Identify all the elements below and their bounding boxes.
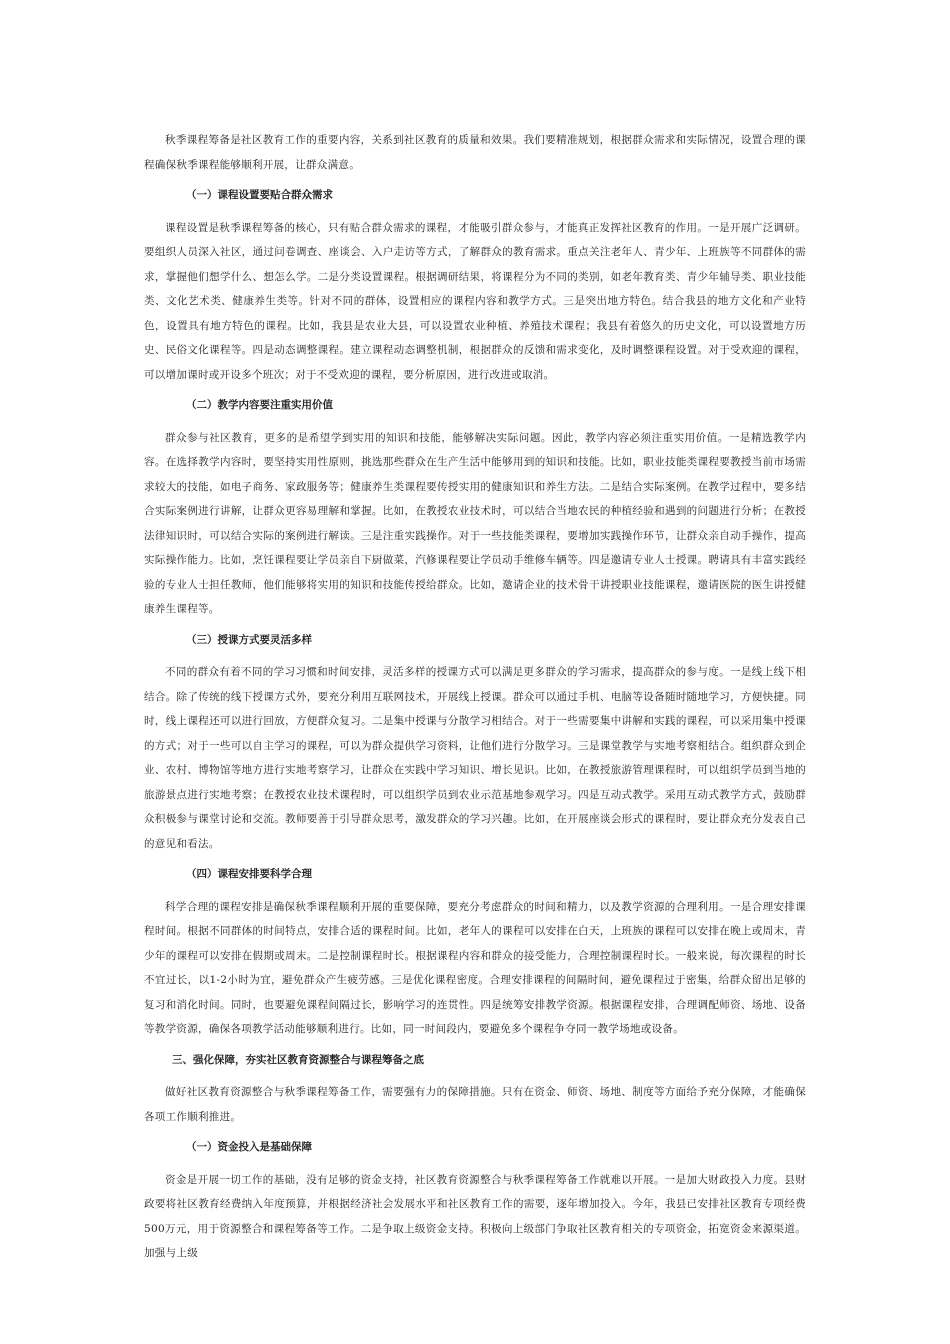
body-paragraph: 不同的群众有着不同的学习习惯和时间安排，灵活多样的授课方式可以满足更多群众的学习需求，提高群众的参与度。一是线上线下相结合。除了传统的线下授课方式外，要充分利用互联网技术，开展线上授课。群众可以通过手机、电脑等设备随时随地学习，方便快捷。同时，线上课程还可以进行回放，方便群众复习。二是集中授课与分散学习相结合。对于一些需要集中讲解和实践的课程，可以采用集中授课的方式；对于一些可以自主学习的课程，可以为群众提供学习资料，让他们进行分散学习。三是课堂教学与实地考察相结合。组织群众到企业、农村、博物馆等地方进行实地考察学习，让群众在实践中学习知识、增长见识。比如，在教授旅游管理课程时，可以组织学员到当地的旅游景点进行实地考察；在教授农业技术课程时，可以组织学员到农业示范基地参观学习。四是互动式教学。采用互动式教学方式，鼓励群众积极参与课堂讨论和交流。教师要善于引导群众思考，激发群众的学习兴趣。比如，在开展座谈会形式的课程时，要让群众充分发表自己的意见和看法。 [144,666,806,850]
body-paragraph: 科学合理的课程安排是确保秋季课程顺利开展的重要保障，要充分考虑群众的时间和精力，以及教学资源的合理利用。一是合理安排课程时间。根据不同群体的时间特点，安排合适的课程时间。比如，老年人的课程可以安排在白天，上班族的课程可以安排在晚上或周末，青少年的课程可以安排在假期或周末。二是控制课程时长。根据课程内容和群众的接受能力，合理控制课程时长。一般来说，每次课程的时长不宜过长，以1-2小时为宜，避免群众产生疲劳感。三是优化课程密度。合理安排课程的间隔时间，避免课程过于密集，给群众留出足够的复习和消化时间。同时，也要避免课程间隔过长，影响学习的连贯性。四是统筹安排教学资源。根据课程安排，合理调配师资、场地、设备等教学资源，确保各项教学活动能够顺利进行。比如，同一时间段内，要避免多个课程争夺同一教学场地或设备。 [144,900,806,1035]
section-heading: （二）教学内容要注重实用价值 [186,399,333,411]
body-paragraph: 群众参与社区教育，更多的是希望学到实用的知识和技能，能够解决实际问题。因此，教学内容必须注重实用价值。一是精选教学内容。在选择教学内容时，要坚持实用性原则，挑选那些群众在生产生活中能够用到的知识和技能。比如，职业技能类课程要教授当前市场需求较大的技能，如电子商务、家政服务等；健康养生类课程要传授实用的健康知识和养生方法。二是结合实际案例。在教学过程中，要多结合实际案例进行讲解，让群众更容易理解和掌握。比如，在教授农业技术时，可以结合当地农民的种植经验和遇到的问题进行分析；在教授法律知识时，可以结合实际的案例进行解读。三是注重实践操作。对于一些技能类课程，要增加实践操作环节，让群众亲自动手操作，提高实际操作能力。比如，烹饪课程要让学员亲自下厨做菜，汽修课程要让学员动手维修车辆等。四是邀请专业人士授课。聘请具有丰富实践经验的专业人士担任教师，他们能够将实用的知识和技能传授给群众。比如，邀请企业的技术骨干讲授职业技能课程，邀请医院的医生讲授健康养生课程等。 [144,431,806,615]
body-paragraph: 资金是开展一切工作的基础，没有足够的资金支持，社区教育资源整合与秋季课程筹备工作就难以开展。一是加大财政投入力度。县财政要将社区教育经费纳入年度预算，并根据经济社会发展水平和社区教育工作的需要，逐年增加投入。今年，我县已安排社区教育专项经费500万元，用于资源整合和课程筹备等工作。二是争取上级资金支持。积极向上级部门争取社区教育相关的专项资金，拓宽资金来源渠道。加强与上级 [144,1173,806,1259]
section-heading: （三）授课方式要灵活多样 [186,633,312,646]
document-body [144,128,806,1266]
section-heading: （一）课程设置要贴合群众需求 [186,189,333,201]
body-paragraph: 秋季课程筹备是社区教育工作的重要内容，关系到社区教育的质量和效果。我们要精准规划，根据群众需求和实际情况，设置合理的课程确保秋季课程能够顺利开展，让群众满意。 [144,134,806,171]
body-paragraph: 做好社区教育资源整合与秋季课程筹备工作，需要强有力的保障措施。只有在资金、师资、场地、制度等方面给予充分保障，才能确保各项工作顺利推进。 [144,1086,806,1123]
section-heading: 三、强化保障，夯实社区教育资源整合与课程筹备之底 [172,1053,424,1066]
section-heading: （一）资金投入是基础保障 [186,1141,312,1153]
section-heading: （四）课程安排要科学合理 [186,868,312,880]
body-paragraph: 课程设置是秋季课程筹备的核心，只有贴合群众需求的课程，才能吸引群众参与，才能真正发挥社区教育的作用。一是开展广泛调研。要组织人员深入社区，通过问卷调查、座谈会、入户走访等方式，了解群众的教育需求。重点关注老年人、青少年、上班族等不同群体的需求，掌握他们想学什么、想怎么学。二是分类设置课程。根据调研结果，将课程分为不同的类别，如老年教育类、青少年辅导类、职业技能类、文化艺术类、健康养生类等。针对不同的群体，设置相应的课程内容和教学方式。三是突出地方特色。结合我县的地方文化和产业特色，设置具有地方特色的课程。比如，我县是农业大县，可以设置农业种植、养殖技术课程；我县有着悠久的历史文化，可以设置地方历史、民俗文化课程等。四是动态调整课程。建立课程动态调整机制，根据群众的反馈和需求变化，及时调整课程设置。对于受欢迎的课程，可以增加课时或开设多个班次；对于不受欢迎的课程，要分析原因，进行改进或取消。 [144,221,806,381]
